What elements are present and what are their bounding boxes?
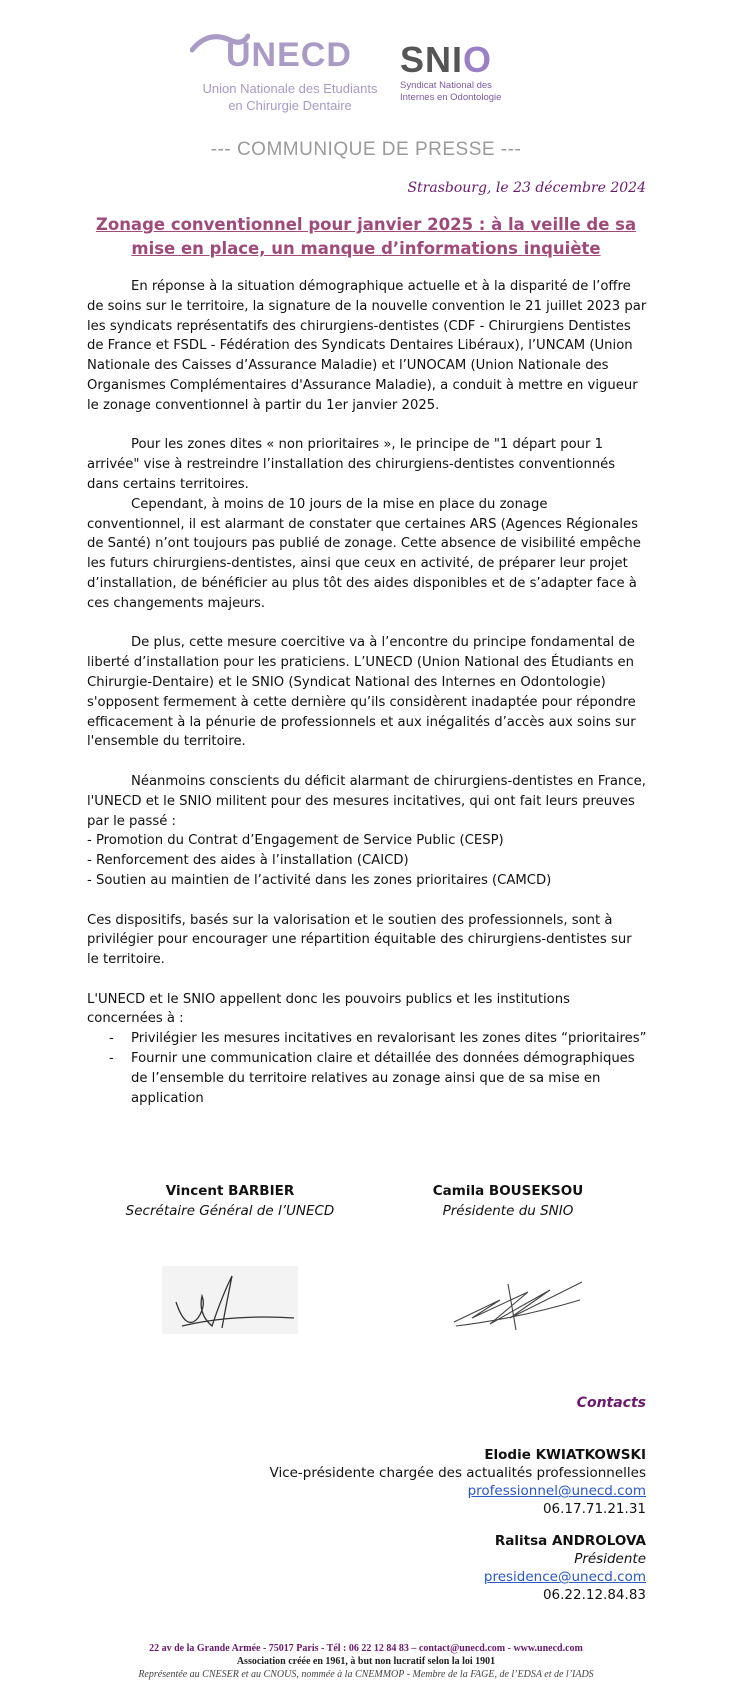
header-logos — [0, 20, 732, 115]
document-title: Zonage conventionnel pour janvier 2025 : à la veille de sa mise en place, un manque d’informations inquiète — [95, 215, 637, 258]
paragraph-1: En réponse à la situation démographique actuelle et à la disparité de l’offre de soins sur le territoire, la signature de la nouvelle convention le 21 juillet 2023 par les syndicats représentatifs des chirurgiens-dentistes (CDF - Chirurgiens Dentistes de France et FSDL - Fédération des Syndicats Dentaires Libéraux), l’UNCAM (Union Nationale des Caisses d’Assurance Maladie) et l’UNOCAM (Union Nationale des Organismes Complémentaires d'Assurance Maladie), a conduit à mettre en vigueur le zonage conventionnel à partir du 1er janvier 2025. — [87, 279, 647, 413]
contact-card — [484, 1532, 646, 1604]
snio-wordmark — [400, 39, 520, 80]
unecd-wordmark: UNECD — [226, 36, 352, 74]
snio-subtitle — [400, 80, 520, 104]
list-item: - Fournir une communication claire et détaillée des données démographiques de l’ensemble du territoire relatives au zonage ainsi que de sa mise en application — [131, 1049, 647, 1108]
snio-wordmark-o: O — [463, 39, 493, 80]
footer-representation: Représentée au CNESER et au CNOUS, nommée à la CNEMMOP - Membre de la FAGE, de l’EDSA et de l’IADS — [138, 1669, 594, 1680]
snio-subtitle-line1: Syndicat National des — [400, 80, 492, 91]
snio-subtitle-line2: Internes en Odontologie — [400, 92, 502, 103]
signatory-role: Présidente du SNIO — [442, 1203, 574, 1219]
paragraph-2: Pour les zones dites « non prioritaires », le principe de "1 départ pour 1 arrivée" vise à restreindre l’installation des chirurgiens-dentistes conventionnés dans certains territoires. — [87, 437, 616, 492]
paragraph-4: De plus, cette mesure coercitive va à l’encontre du principe fondamental de liberté d’installation pour les praticiens. L’UNECD (Union National des Étudiants en Chirurgie-Dentaire) et le SNIO (Syndicat National des Internes en Odontologie) s'opposent fermement à cette dernière qu’ils considèrent inadaptée pour répondre efficacement à la pénurie de professionnels et aux inégalités d’accès aux soins sur l'ensemble du territoire. — [87, 635, 636, 750]
signatory-name: Vincent BARBIER — [165, 1183, 295, 1199]
signatory-role: Secrétaire Général de l’UNECD — [125, 1203, 335, 1219]
signatory-unecd — [100, 1181, 360, 1221]
signature-bouseksou-icon — [450, 1272, 590, 1342]
unecd-subtitle — [190, 80, 390, 114]
footer-address: 22 av de la Grande Armée - 75017 Paris - Tél : 06 22 12 84 83 – contact@unecd.com - www.unecd.com — [149, 1643, 583, 1654]
document-body — [87, 277, 647, 1108]
footer-association: Association créée en 1961, à but non lucratif selon la loi 1901 — [236, 1656, 496, 1667]
snio-logo — [400, 39, 520, 104]
paragraph-7: L'UNECD et le SNIO appellent donc les pouvoirs publics et les institutions concernées à : — [87, 991, 570, 1027]
list-item: - Promotion du Contrat d’Engagement de Service Public (CESP) — [87, 833, 504, 849]
list-item: - Soutien au maintien de l’activité dans les zones prioritaires (CAMCD) — [87, 872, 552, 888]
unecd-subtitle-line1: Union Nationale des Etudiants — [202, 81, 378, 96]
demands-list — [87, 1029, 647, 1108]
paragraph-5: Néanmoins conscients du déficit alarmant de chirurgiens-dentistes en France, l'UNECD et le SNIO militent pour des mesures incitatives, qui ont fait leurs preuves par le passé : — [87, 773, 646, 829]
paragraph-6: Ces dispositifs, basés sur la valorisation et le soutien des professionnels, sont à privilégier pour encourager une répartition équitable des chirurgiens-dentistes sur le territoire. — [87, 912, 632, 968]
contact-role: Vice-présidente chargée des actualités professionnelles — [269, 1465, 646, 1481]
signatory-name: Camila BOUSEKSOU — [432, 1183, 584, 1199]
contact-email-link[interactable]: professionnel@unecd.com — [467, 1483, 646, 1499]
contact-phone: 06.17.71.21.31 — [542, 1501, 646, 1517]
unecd-subtitle-line2: en Chirurgie Dentaire — [228, 98, 352, 113]
contact-name: Elodie KWIATKOWSKI — [484, 1447, 646, 1463]
page-footer — [0, 1642, 732, 1681]
list-item: - Renforcement des aides à l’installation (CAICD) — [87, 853, 409, 869]
contact-card — [270, 1446, 646, 1518]
list-item: - Privilégier les mesures incitatives en revalorisant les zones dites “prioritaires” — [131, 1029, 647, 1049]
signatory-snio — [378, 1181, 638, 1221]
contact-email-link[interactable]: presidence@unecd.com — [483, 1569, 646, 1585]
snio-wordmark-sni: SNI — [400, 39, 464, 80]
press-release-heading: --- COMMUNIQUE DE PRESSE --- — [210, 139, 522, 160]
contact-name: Ralitsa ANDROLOVA — [494, 1533, 646, 1549]
release-date: Strasbourg, le 23 décembre 2024 — [407, 180, 646, 196]
signature-barbier-icon — [162, 1266, 302, 1336]
contact-role: Présidente — [574, 1551, 646, 1567]
contacts-heading: Contacts — [576, 1395, 646, 1411]
paragraph-3: Cependant, à moins de 10 jours de la mise en place du zonage conventionnel, il est alarmant de constater que certaines ARS (Agences Régionales de Santé) n’ont toujours pas publié de zonage. Cette absence de visibilité empêche les futurs chirurgiens-dentistes, ainsi que ceux en activité, de préparer leur projet d’installation, de bénéficier au plus tôt des aides disponibles et de s’adapter face à ces changements majeurs. — [87, 496, 641, 611]
contact-phone: 06.22.12.84.83 — [542, 1587, 646, 1603]
